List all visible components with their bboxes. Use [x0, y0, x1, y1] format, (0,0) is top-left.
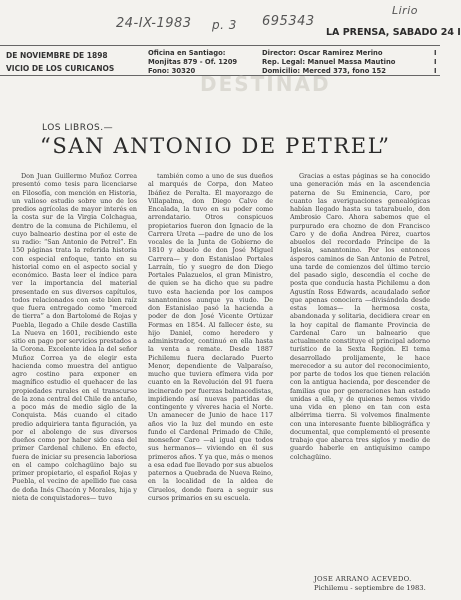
- author-name: JOSE ARRANO ACEVEDO.: [314, 575, 412, 583]
- column-text: también como a uno de sus dueños al marqués de Corpa, don Mateo Ibáñez de Peralta. Él mayorazgo de Villapalma, don Diego Calvo de Encalada, la tuvo en su poder como arrendatario. Otros conspicuos propietarios fueron don Ignacio de la Carrera Ureta —padre de uno de los vocales de la Junta de Gobierno de 1810 y abuelo de don José Miguel Carrera— y don Estanislao Portales Larraín, tío y suegro de don Diego Portales Palazuelos, el gran Ministro, de quien se ha dicho que su padre tuvo esta hacienda por los campos sanantoninos aunque ya viudo. De don Estanislao pasó la hacienda a poder de don José Vicente Ortúzar Formas en 1854. Al fallecer éste, su hijo Daniel, como heredero y administrador, continuó en ella hasta la venta a remate. Desde 1887 Pichilemu fuera declarado Puerto Menor, dependiente de Valparaíso, mucho que tuviera efímera vida por cuanto en la Revolución del 91 fuera incinerado por fuerzas balmacedistas, impidiendo así nuevas partidas de contingente y víveres hacia el Norte. Un amanecer de Junio de hace 117 años vio la luz del mundo en este fundo el Cardenal Primado de Chile, monseñor Caro —al igual que todos sus hermanos— viviendo en él sus primeros años. Y ya que, más o menos a esa edad fue llevado por sus abuelos paternos a Quebrada de Nueva Reino, en la localidad de la aldea de Ciruelos, donde fuera a seguir sus cursos primarios en su escuela.: [148, 172, 273, 502]
- director-line: Director: Oscar Ramirez Merino: [262, 49, 383, 57]
- article-column-2: [148, 172, 273, 502]
- cutoff-line: I: [434, 67, 437, 75]
- bleed-through-text: DESTINAD: [200, 72, 331, 96]
- newspaper-dateline: LA PRENSA, SABADO 24 I: [326, 27, 461, 38]
- address-line: Domicilio: Merced 373, fono 152: [262, 67, 386, 75]
- article-title: “SAN ANTONIO DE PETREL”: [40, 134, 391, 158]
- handwritten-initial: Lirio: [392, 4, 418, 17]
- masthead-service: VICIO DE LOS CURICANOS: [6, 64, 115, 73]
- office-line: Fono: 30320: [148, 67, 196, 75]
- article-signature: [314, 575, 426, 593]
- column-text: Don Juan Guillermo Muñoz Correa presentó como tesis para licenciarse en Filosofía, con mención en Historia, un valioso estudio sobre uno de los predios agrícolas de mayor interés en la costa sur de la Virgia Colchagua, dentro de la comuna de Pichilemu, el cuyo balneario destina por el este de su radio: “San Antonio de Petrel”. En 150 páginas trata la referida historia con especial enfoque, tanto en su historial como en el aspecto social y económico. Basta leer el índice para ver la importancia del material presentado en sus diversos capítulos, todos relacionados con este bien raíz que fuera entregado como “merced de tierra” a don Bartolomé de Rojas y Puebla, llegado a Chile desde Castilla La Nueva en 1601, recibiendo este sitio en pago por servicios prestados a la Corona. Excelente idea la del señor Muñoz Correa ya de elegir esta hacienda como muestra del antiguo agro costino para exponer en magnífico estudio el quehacer de las propiedades rurales en el transcurso de la zona central del Chile de antaño, a poco más de medio siglo de la Conquista. Más cuando el citado predio adquiriera tanta figuración, ya por el abolengo de sus diversos dueños como por haber sido casa del primer Cardenal chileno. En efecto, fuera de iniciar su presencia laboriosa en el campo colchagüino bajo su primer propietario, el español Rojas y Puebla, el vecino de apellido fue casa de doña Inés Chacón y Morales, hija y nieta de conquistadores— tuvo: [12, 172, 138, 502]
- cutoff-line: I: [434, 49, 437, 57]
- handwritten-page: p. 3: [212, 18, 237, 32]
- masthead-rule-top: [0, 45, 440, 46]
- article-column-1: [12, 172, 137, 502]
- legal-rep-line: Rep. Legal: Manuel Massa Mautino: [262, 58, 396, 66]
- cutoff-line: I: [434, 58, 437, 66]
- place-date: Pichilemu - septiembre de 1983.: [314, 584, 426, 592]
- handwritten-date: 24-IX-1983: [116, 16, 192, 31]
- office-line: Monjitas 879 - Of. 1209: [148, 58, 238, 66]
- section-label: LOS LIBROS.—: [42, 123, 114, 133]
- article-column-3: [290, 172, 430, 461]
- masthead-cutoff: [434, 49, 437, 76]
- masthead-founding: DE NOVIEMBRE DE 1898: [6, 51, 108, 60]
- column-text: Gracias a estas páginas se ha conocido una generación más en la ascendencia paterna de Su Eminencia, Caro, por cuanto las averiguaciones genealógicas habían llegado hasta su tatarabuelo, don Ambrosio Caro. Ahora sabemos que el purpurado era chozno de don Francisco Caro y de doña Andrea Pérez, cuartos abuelos del recordado Príncipe de la Iglesia, sanantonino. Por los entonces ásperos caminos de San Antonio de Petrel, una tarde de comienzos del último tercio del pasado siglo, descendía el coche de posta que conducía hasta Pichilemu a don Agustín Ross Edwards, acaudalado señor que apenas conociera —divisándola desde estas lomas— la hermosa costa, abandonada y solitaria, decidiera crear en la hoy capital de flamante Provincia de Cardenal Caro un balneario que actualmente constituye el principal adorno turístico de la Sexta Región. El tema desarrollado prolijamente, le hace merecedor a su autor del reconocimiento, por parte de todos los que tienen relación con la antigua hacienda, por descender de familias que por generaciones han estado unidas a ella, y de quienes hemos vivido una vida en pleno en tan con esta albérrima tierra. Si volvemos finalmente con una interesante fuente bibliográfica y documental, que complementó el presente trabajo que abarca tres siglos y medio de guardo haberle en antiquísimo campo colchagüino.: [290, 172, 430, 461]
- office-line: Oficina en Santiago:: [148, 49, 226, 57]
- handwritten-number: 695343: [262, 14, 315, 29]
